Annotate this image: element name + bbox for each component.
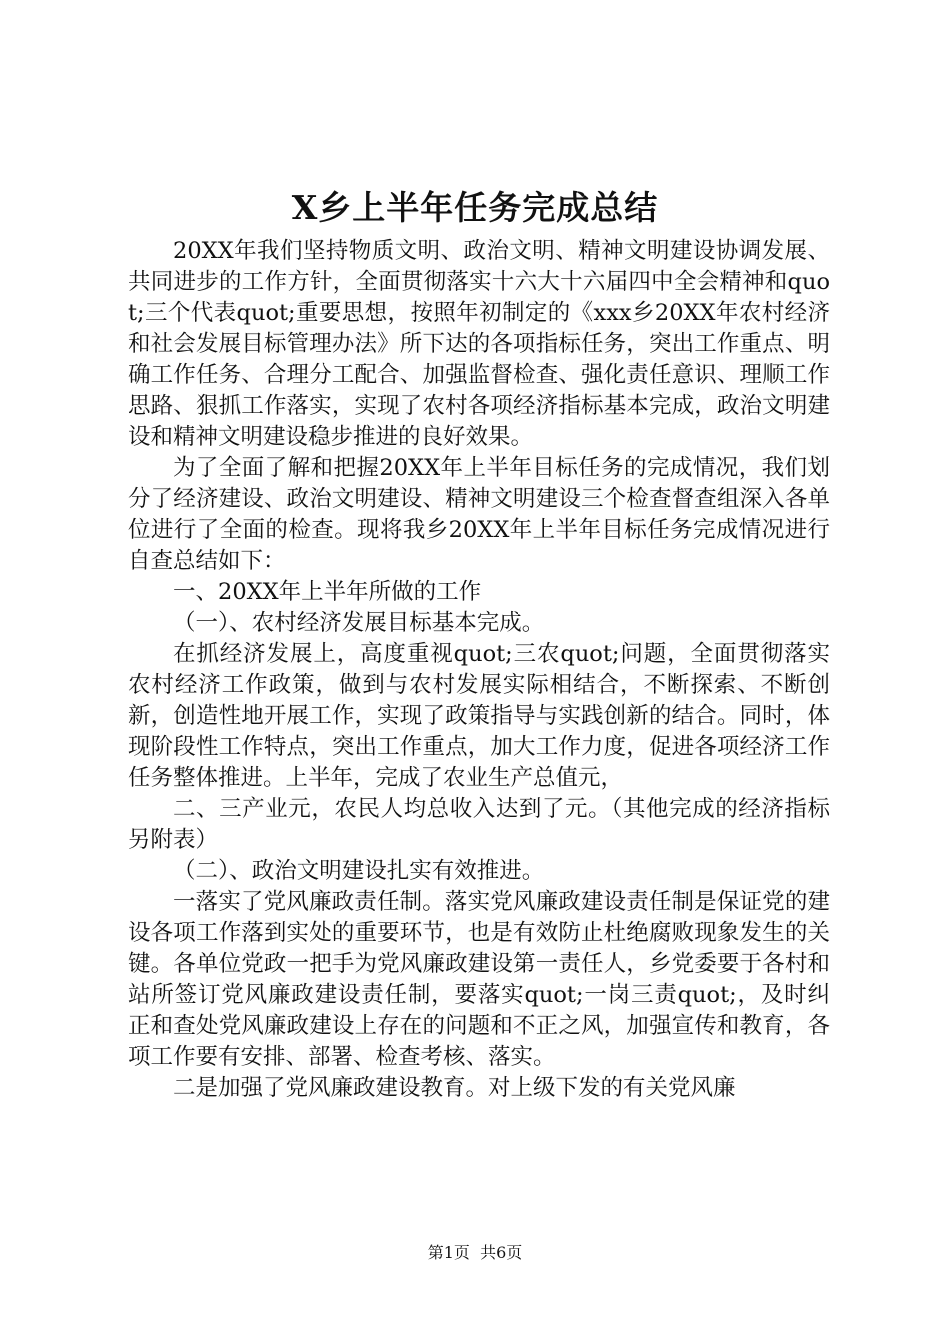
subsection-heading: （二）、政治文明建设扎实有效推进。 — [173, 858, 545, 884]
paragraph: 二、三产业元，农民人均总收入达到了元。（其他完成的经济指标另附表） — [128, 796, 830, 853]
document-body — [128, 236, 830, 1104]
section-heading: 一、20XX年上半年所做的工作 — [173, 579, 482, 605]
subsection-heading: （一）、农村经济发展目标基本完成。 — [173, 610, 545, 636]
paragraph: 在抓经济发展上，高度重视quot;三农quot;问题，全面贯彻落实农村经济工作政策，做到与农村发展实际相结合，不断探索、不断创新，创造性地开展工作，实现了政策指导与实践创新的结合。同时，体现阶段性工作特点，突出工作重点，加大工作力度，促进各项经济工作任务整体推进。上半年，完成了农业生产总值元， — [128, 641, 830, 791]
paragraph: 二是加强了党风廉政建设教育。对上级下发的有关党风廉 — [173, 1075, 736, 1101]
page-footer — [0, 1242, 950, 1264]
paragraph: 为了全面了解和把握20XX年上半年目标任务的完成情况，我们划分了经济建设、政治文明建设、精神文明建设三个检查督查组深入各单位进行了全面的检查。现将我乡20XX年上半年目标任务完成情况进行自查总结如下： — [128, 455, 830, 574]
document-title: X乡上半年任务完成总结 — [291, 188, 659, 227]
page-number: 第1页 — [427, 1243, 470, 1262]
paragraph: 20XX年我们坚持物质文明、政治文明、精神文明建设协调发展、共同进步的工作方针，全面贯彻落实十六大十六届四中全会精神和quot;三个代表quot;重要思想，按照年初制定的《xxx乡20XX年农村经济和社会发展目标管理办法》所下达的各项指标任务，突出工作重点、明确工作任务、合理分工配合、加强监督检查、强化责任意识、理顺工作思路、狠抓工作落实，实现了农村各项经济指标基本完成，政治文明建设和精神文明建设稳步推进的良好效果。 — [128, 238, 830, 450]
paragraph: 一落实了党风廉政责任制。落实党风廉政建设责任制是保证党的建设各项工作落到实处的重要环节，也是有效防止杜绝腐败现象发生的关键。各单位党政一把手为党风廉政建设第一责任人，乡党委要于各村和站所签订党风廉政建设责任制，要落实quot;一岗三责quot;，及时纠正和查处党风廉政建设上存在的问题和不正之风，加强宣传和教育，各项工作要有安排、部署、检查考核、落实。 — [128, 889, 830, 1070]
page-total: 共6页 — [480, 1243, 523, 1262]
